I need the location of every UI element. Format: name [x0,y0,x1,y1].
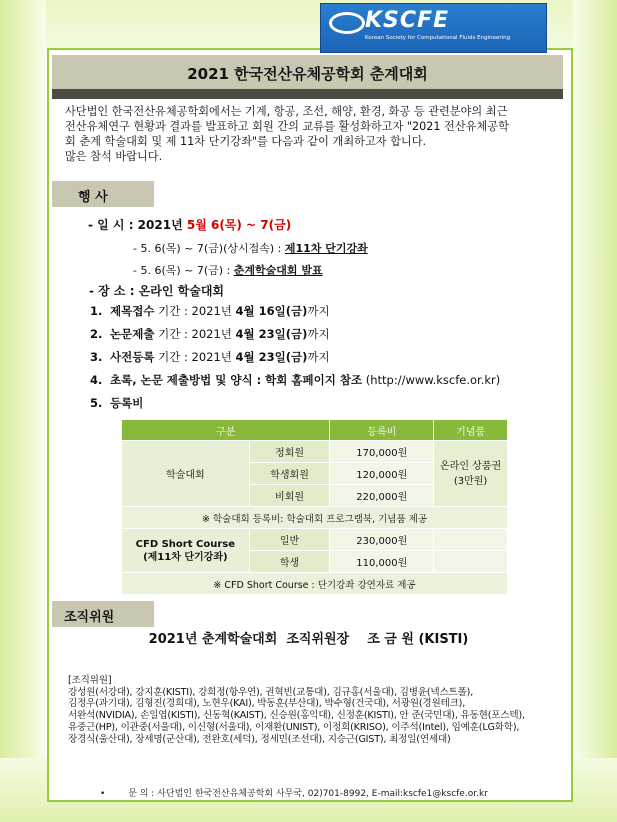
list-item-date: 4월 23일(금) [235,350,308,364]
event-place: - 장 소 : 온라인 학술대회 [89,284,224,298]
committee-section-label: 조직위원 [64,610,115,625]
list-item-date: 4월 16일(금) [235,304,308,318]
title-bar [52,55,563,89]
event-section-tab [52,181,154,207]
background-right [573,0,617,822]
intro-paragraph [65,104,560,164]
fee-cell: 230,000원 [330,529,434,551]
header-gift: 기념품 [434,420,508,441]
list-item-text: 기간 : 2021년 [154,304,236,318]
fee-cell: 170,000원 [330,441,434,463]
committee-line: 김정우(과기대), 김형진(경희대), 노현우(KAI), 박동훈(부산대), 박수형(건국대), 서광원(경원테크), [68,698,466,710]
member-type-cell: 비회원 [249,485,330,507]
member-type-cell: 학생회원 [249,463,330,485]
logo-text: KSCFE [365,8,450,33]
committee-chair: 2021년 춘계학술대회 조직위원장 조 금 원 (KISTI) [148,632,469,647]
intro-line: 전산유체연구 현황과 결과를 발표하고 회원 간의 교류를 활성화하고자 "2021 전산유체공학 [65,120,509,133]
empty-gift-cell [434,551,508,573]
list-item-text: 기간 : 2021년 [154,350,236,364]
conference-group-cell: 학술대회 [122,441,250,507]
logo-subtitle: Korean Society for Computational Fluids Engineering [365,35,511,41]
committee-line: 강성원(서강대), 강지훈(KISTI), 강희정(항우연), 권혁빈(교통대), 김규홍(서울대), 김병윤(넥스트폴), [68,686,474,698]
event-date [88,216,291,233]
list-item-number: 2. [90,327,103,341]
event-sub-conference-link: 춘계학술대회 발표 [233,264,323,277]
fee-cell: 120,000원 [330,463,434,485]
header-fee: 등록비 [330,420,434,441]
intro-line: 많은 참석 바랍니다. [65,150,163,163]
committee-line: 장경식(울산대), 장세명(군산대), 전완호(세덕), 정세민(조선대), 지승근(GIST), 최정일(연세대) [68,733,451,745]
list-item-label: 제목접수 [110,304,155,318]
list-item-date: 4월 23일(금) [235,327,308,341]
fee-cell: 220,000원 [330,485,434,507]
empty-gift-cell [434,529,508,551]
table-header-row [122,420,508,441]
list-item-tail: 까지 [307,327,330,341]
member-type-cell: 일반 [249,529,330,551]
committee-line: 서완석(NVIDIA), 손일엽(KISTI), 신동혁(KAIST), 신승원(홍익대), 신정훈(KISTI), 안 준(국민대), 유동현(포스텍), [68,710,525,722]
event-section-label: 행 사 [78,190,108,205]
member-type-cell: 정회원 [249,441,330,463]
member-type-cell: 학생 [249,551,330,573]
list-item-5 [90,395,143,411]
kscfe-logo [320,3,547,53]
list-item-url: (http://www.kscfe.or.kr) [362,373,501,387]
event-sub-conference-prefix: - 5. 6(목) ~ 7(금) : [133,264,234,277]
table-row [122,529,508,551]
header-category: 구분 [122,420,330,441]
event-date-label: - 일 시 : 2021년 [88,218,187,232]
list-item-tail: 까지 [307,304,330,318]
page-title: 2021 한국전산유체공학회 춘계대회 [187,65,428,83]
registration-fee-table [121,419,508,595]
committee-line: 유중근(HP), 이관중(서울대), 이신형(서울대), 이재환(UNIST), 이정희(KRISO), 이주석(Intel), 임예훈(LG화학), [68,721,520,733]
gift-cell: 온라인 상품권 (3만원) [434,441,508,507]
list-item-label: 등록비 [110,396,144,410]
list-item-tail: 까지 [307,350,330,364]
fee-cell: 110,000원 [330,551,434,573]
list-item-1 [90,303,330,319]
background-left [0,0,46,822]
event-sub-course-link: 제11차 단기강좌 [284,242,368,255]
event-date-value: 5월 6(목) ~ 7(금) [186,218,292,232]
list-item-2 [90,326,330,342]
event-sub-course [133,240,368,256]
table-row [122,441,508,463]
list-item-3 [90,349,330,365]
list-item-4 [90,372,500,388]
list-item-number: 1. [90,304,103,318]
list-item-number: 3. [90,350,103,364]
globe-icon [329,12,365,34]
intro-line: 회 춘계 학술대회 및 제 11차 단기강좌"를 다음과 같이 개최하고자 합니다. [65,135,427,148]
event-sub-course-prefix: - 5. 6(목) ~ 7(금)(상시접속) : [133,242,285,255]
list-item-label: 논문제출 [110,327,155,341]
table-row [122,573,508,595]
committee-list-label: [조직위원] [68,675,112,686]
list-item-text: 기간 : 2021년 [154,327,236,341]
table-row [122,507,508,529]
title-divider [52,89,563,99]
event-sub-conference [133,262,323,278]
cfd-note-cell: ※ CFD Short Course : 단기강좌 강연자료 제공 [122,573,508,595]
committee-members [68,675,563,745]
conference-note-cell: ※ 학술대회 등록비: 학술대회 프로그램북, 기념품 제공 [122,507,508,529]
committee-section-tab [52,601,154,627]
list-item-label: 초록, 논문 제출방법 및 양식 : 학회 홈페이지 참조 [110,373,363,387]
intro-line: 사단법인 한국전산유체공학회에서는 기계, 항공, 조선, 해양, 환경, 화공 등 관련분야의 최근 [65,105,508,118]
list-item-number: 5. [90,396,103,410]
contact-info: • 문 의 : 사단법인 한국전산유체공학회 사무국, 02)701-8992, E-mail:kscfe1@kscfe.or.kr [100,789,488,799]
list-item-label: 사전등록 [110,350,155,364]
list-item-number: 4. [90,373,103,387]
cfd-group-cell: CFD Short Course (제11차 단기강좌) [122,529,250,573]
